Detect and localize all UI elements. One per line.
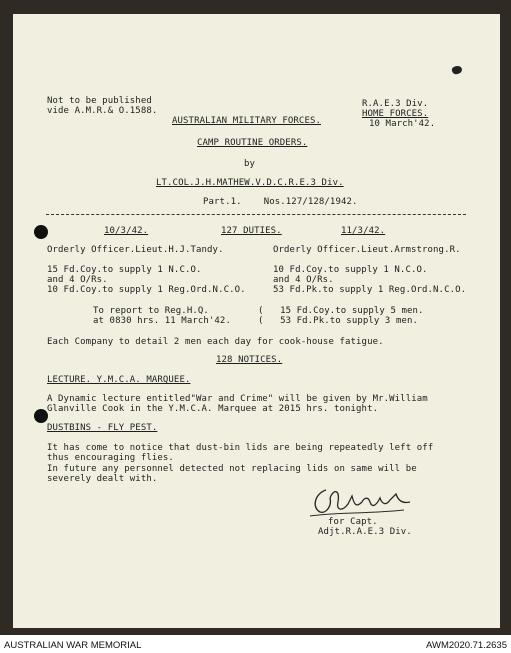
header-right-3: 10 March'42. [369,119,436,129]
left-col-line: 15 Fd.Coy.to supply 1 N.C.O. [47,265,202,275]
separator-rule [46,214,466,215]
right-col-line: 53 Fd.Pk.to supply 1 Reg.Ord.N.C.O. [273,285,467,295]
left-col-line: To report to Reg.H.Q. [93,306,209,316]
lecture-text-line: A Dynamic lecture entitled"War and Crime" will be given by Mr.William [47,394,428,404]
header-left-1: Not to be published [47,96,152,106]
left-col-line: 10 Fd.Coy.to supply 1 Reg.Ord.N.C.O. [47,285,246,295]
signature-line-2: Adjt.R.A.E.3 Div. [318,527,412,537]
right-col-line: and 4 O/Rs. [273,275,334,285]
punch-hole-top [34,225,48,239]
punch-hole-bottom [34,409,48,423]
header-right-1: R.A.E.3 Div. [362,99,429,109]
title-line-1: AUSTRALIAN MILITARY FORCES. [172,116,321,126]
part-line: Part.1. Nos.127/128/1942. [203,197,358,207]
dustbins-text-line: thus encouraging flies. [47,453,174,463]
left-col-line: at 0830 hrs. 11 March'42. [93,316,231,326]
dustbins-text-line: It has come to notice that dust-bin lids are being repeatedly left off [47,443,434,453]
notices-heading: 128 NOTICES. [216,355,283,365]
right-col-line: Orderly Officer.Lieut.Armstrong.R. [273,245,461,255]
footer-credit: AUSTRALIAN WAR MEMORIAL [4,640,142,651]
left-col-line: and 4 O/Rs. [47,275,108,285]
dustbins-heading: DUSTBINS - FLY PEST. [47,423,158,433]
header-right-2: HOME FORCES. [362,109,429,119]
col-head-left: 10/3/42. [104,226,149,236]
title-line-2: CAMP ROUTINE ORDERS. [197,138,308,148]
title-line-4: LT.COL.J.H.MATHEW.V.D.C.R.E.3 Div. [156,178,344,188]
col-head-right: 11/3/42. [341,226,386,236]
lecture-text-line: Glanville Cook in the Y.M.C.A. Marquee at 2015 hrs. tonight. [47,404,379,414]
footer-accession-number: AWM2020.71.2635 [426,640,507,651]
title-by: by [244,159,256,169]
left-col-line: Orderly Officer.Lieut.H.J.Tandy. [47,245,224,255]
signature-line-1: for Capt. [328,517,378,527]
dustbins-text-line: severely dealt with. [47,474,158,484]
fatigue-line: Each Company to detail 2 men each day for cook-house fatigue. [47,337,384,347]
right-col-line: 10 Fd.Coy.to supply 1 N.C.O. [273,265,428,275]
header-left-2: vide A.M.R.& O.1588. [47,106,158,116]
dustbins-text-line: In future any personnel detected not replacing lids on same will be [47,464,417,474]
right-col-line: ( 15 Fd.Coy.to supply 5 men. [258,306,424,316]
lecture-heading: LECTURE. Y.M.C.A. MARQUEE. [47,375,191,385]
right-col-line: ( 53 Fd.Pk.to supply 3 men. [258,316,419,326]
col-head-middle: 127 DUTIES. [221,226,282,236]
